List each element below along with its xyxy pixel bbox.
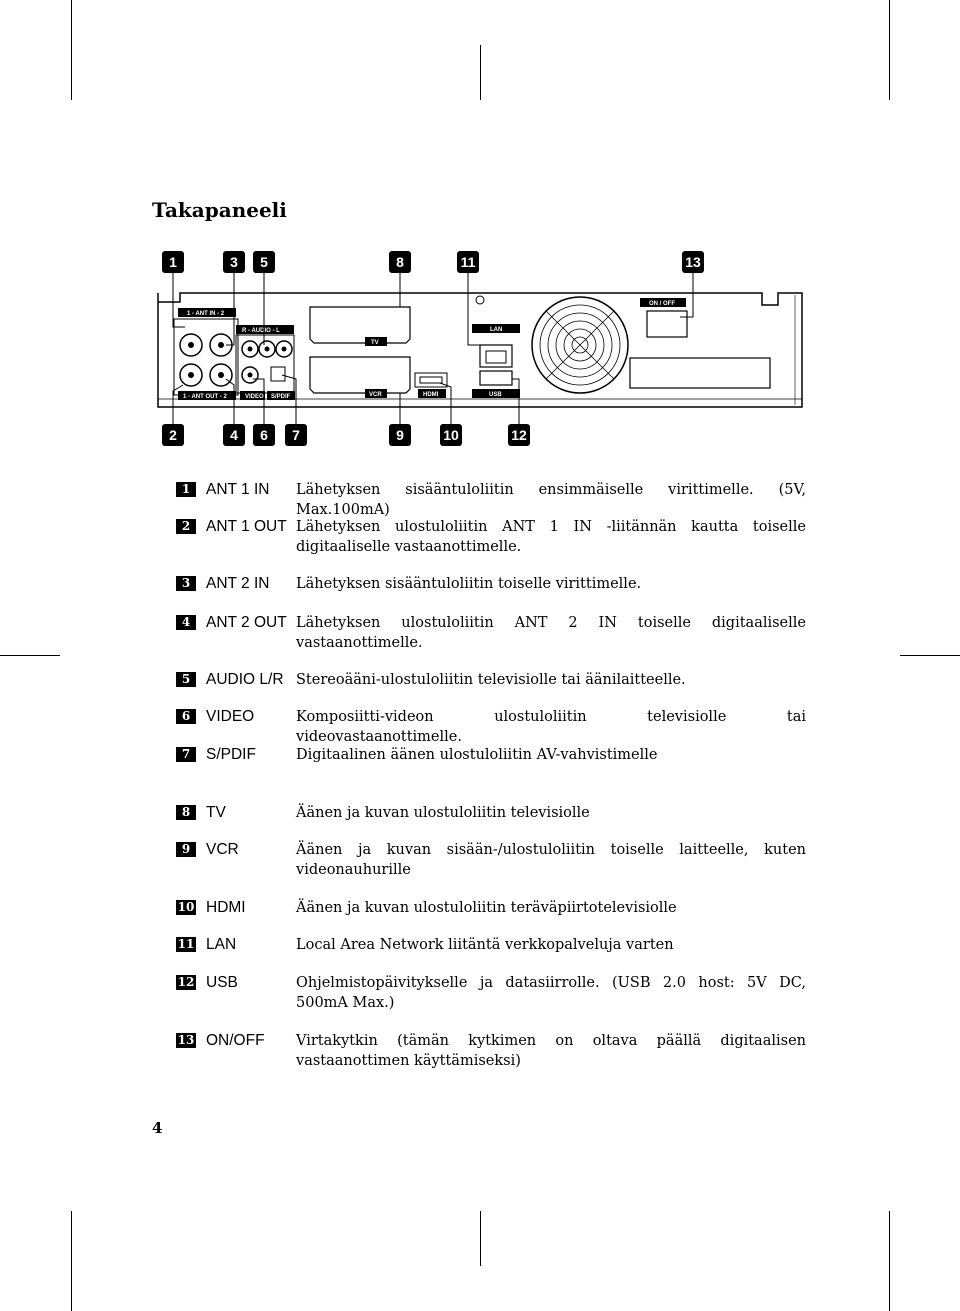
spdif-label: S/PDIF <box>271 394 291 400</box>
callout-number: 2 <box>169 427 177 443</box>
crop-mark <box>71 0 72 100</box>
item-label: VCR <box>206 841 239 858</box>
item-description: Stereoääni-ulostuloliitin televisiolle tai äänilaitteelle. <box>296 672 686 688</box>
item-label: HDMI <box>206 899 246 916</box>
usb-label: USB <box>489 392 502 398</box>
item-label: ANT 1 OUT <box>206 518 287 535</box>
item-description: Lähetyksen sisääntuloliitin ensimmäiselle virittimelle. (5V, Max.100mA) <box>296 482 806 518</box>
audio-label: R - AUDIO - L <box>242 328 280 334</box>
rear-panel-diagram <box>150 245 810 450</box>
fan-grille <box>532 297 628 393</box>
callout-number: 6 <box>260 427 268 443</box>
callout-number: 4 <box>230 427 238 443</box>
page-title: Takapaneeli <box>152 198 287 222</box>
callout-number: 9 <box>396 427 404 443</box>
item-label: ON/OFF <box>206 1032 265 1049</box>
crop-mark <box>889 1211 890 1311</box>
item-number-badge: 8 <box>176 805 196 820</box>
lan-label: LAN <box>490 327 503 333</box>
item-number-badge: 11 <box>177 937 195 951</box>
item-number-badge: 2 <box>176 519 196 534</box>
item-number-badge: 1 <box>176 482 196 497</box>
item-label: VIDEO <box>206 708 255 725</box>
item-description: Äänen ja kuvan sisään-/ulostuloliitin toiselle laitteelle, kuten videonauhurille <box>296 842 806 878</box>
callout-number: 3 <box>230 254 238 270</box>
crop-mark <box>71 1211 72 1311</box>
item-number-badge: 5 <box>176 672 196 687</box>
item-description: Lähetyksen sisääntuloliitin toiselle virittimelle. <box>296 576 642 592</box>
tv-label: TV <box>371 340 379 346</box>
item-number-badge: 12 <box>177 975 195 989</box>
callout-number: 7 <box>292 427 300 443</box>
item-description: Lähetyksen ulostuloliitin ANT 2 IN toiselle digitaaliselle vastaanottimelle. <box>296 615 806 651</box>
crop-mark <box>889 0 890 100</box>
item-description: Komposiitti-videon ulostuloliitin televisiolle tai videovastaanottimelle. <box>296 709 806 745</box>
item-description: Äänen ja kuvan ulostuloliitin teräväpiirtotelevisiolle <box>296 900 677 916</box>
callout-number: 12 <box>511 427 527 443</box>
crop-mark <box>0 655 60 656</box>
video-label: VIDEO <box>245 394 264 400</box>
item-number-badge: 10 <box>177 900 195 914</box>
on-off-label: ON / OFF <box>649 301 675 307</box>
callout-number: 10 <box>443 427 459 443</box>
item-label: ANT 2 OUT <box>206 614 287 631</box>
ant-in-label: 1 - ANT IN - 2 <box>187 311 225 317</box>
item-number-badge: 7 <box>176 747 196 762</box>
item-description: Ohjelmistopäivitykselle ja datasiirrolle. (USB 2.0 host: 5V DC, 500mA Max.) <box>296 975 806 1011</box>
item-label: ANT 1 IN <box>206 481 270 498</box>
hdmi-label: HDMI <box>423 392 439 398</box>
item-number-badge: 3 <box>176 576 196 591</box>
item-label: TV <box>206 804 226 821</box>
item-number-badge: 9 <box>176 842 196 857</box>
crop-mark <box>900 655 960 656</box>
ant-out-label: 1 - ANT OUT - 2 <box>183 394 227 400</box>
callout-number: 1 <box>169 254 177 270</box>
callout-number: 13 <box>685 254 701 270</box>
item-label: LAN <box>206 936 237 953</box>
item-description: Local Area Network liitäntä verkkopalveluja varten <box>296 937 674 953</box>
item-number-badge: 4 <box>176 615 196 630</box>
callout-number: 5 <box>260 254 268 270</box>
crop-mark <box>480 1211 481 1266</box>
item-description: Virtakytkin (tämän kytkimen on oltava päällä digitaalisen vastaanottimen käyttämiseksi) <box>296 1033 806 1069</box>
callout-number: 11 <box>460 254 476 270</box>
item-label: USB <box>206 974 238 991</box>
item-description: Digitaalinen äänen ulostuloliitin AV-vahvistimelle <box>296 747 658 763</box>
page-number: 4 <box>152 1119 163 1137</box>
item-description: Äänen ja kuvan ulostuloliitin televisiolle <box>296 805 590 821</box>
vcr-label: VCR <box>369 392 382 398</box>
item-description: Lähetyksen ulostuloliitin ANT 1 IN -liitännän kautta toiselle digitaaliselle vastaanottimelle. <box>296 519 806 555</box>
item-label: AUDIO L/R <box>206 671 284 688</box>
item-number-badge: 6 <box>176 709 196 724</box>
item-number-badge: 13 <box>177 1033 195 1047</box>
item-label: S/PDIF <box>206 746 256 763</box>
crop-mark <box>480 45 481 100</box>
item-label: ANT 2 IN <box>206 575 270 592</box>
callout-number: 8 <box>396 254 404 270</box>
